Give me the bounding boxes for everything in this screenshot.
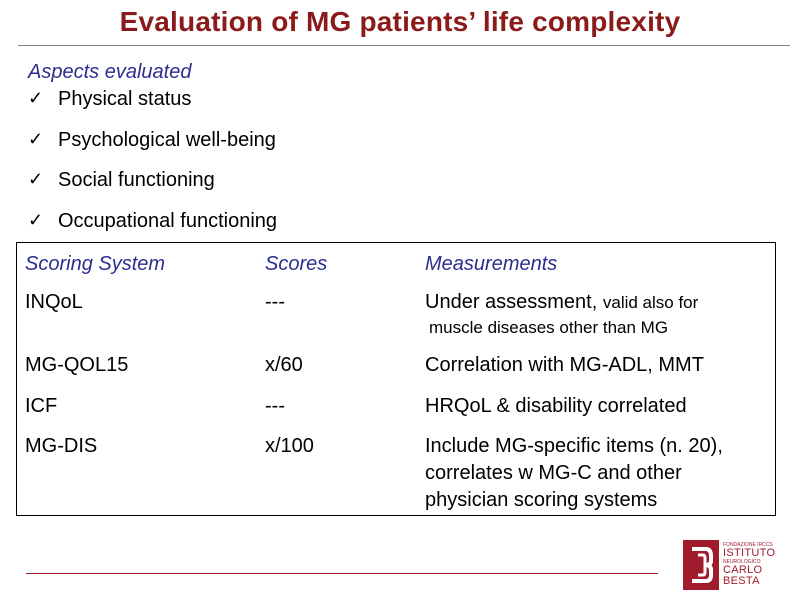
column-header: Scores (265, 253, 328, 275)
checkmark-icon: ✓ (28, 209, 44, 230)
list-item (28, 127, 277, 168)
table-cell (425, 289, 770, 340)
table-cell: ICF (25, 395, 58, 417)
institute-logo (683, 540, 788, 590)
measurement-text: Include MG-specific items (n. 20), (425, 435, 723, 457)
aspect-label: Social functioning (58, 169, 215, 191)
table-cell: x/60 (265, 354, 303, 376)
table-cell: --- (265, 291, 285, 313)
checkmark-icon: ✓ (28, 88, 44, 108)
list-item (28, 86, 277, 127)
column-header: Measurements (425, 253, 558, 275)
table-cell: INQoL (25, 291, 83, 313)
measurement-text: physician scoring systems (425, 489, 658, 511)
aspects-heading: Aspects evaluated (28, 61, 192, 83)
table-cell: HRQoL & disability correlated (425, 395, 687, 417)
table-cell (425, 433, 770, 514)
table-cell: MG-QOL15 (25, 354, 129, 376)
measurement-text: muscle diseases other than MG (429, 318, 669, 337)
aspect-label: Physical status (58, 88, 192, 110)
logo-mark-icon (683, 540, 719, 590)
title-divider (18, 45, 790, 46)
logo-text: BESTA (723, 575, 760, 587)
logo-text: FONDAZIONE IRCCS (723, 542, 773, 548)
logo-text: CARLO (723, 564, 763, 576)
measurement-text: Under assessment, (425, 291, 598, 313)
measurement-text: correlates w MG-C and other (425, 462, 682, 484)
logo-text: ISTITUTO (723, 547, 776, 559)
column-header: Scoring System (25, 253, 166, 275)
table-cell: --- (265, 395, 285, 417)
logo-text: NEUROLOGICO (723, 559, 761, 565)
list-item (28, 167, 277, 208)
table-cell: x/100 (265, 435, 314, 457)
aspect-label: Psychological well-being (58, 128, 276, 151)
aspect-label: Occupational functioning (58, 209, 278, 232)
page-title: Evaluation of MG patients’ life complexity (119, 6, 681, 37)
footer-divider (26, 573, 658, 574)
scoring-table (16, 242, 776, 516)
table-cell: Correlation with MG-ADL, MMT (425, 354, 704, 376)
table-cell: MG-DIS (25, 435, 98, 457)
checkmark-icon: ✓ (28, 169, 44, 189)
checkmark-icon: ✓ (28, 128, 44, 149)
aspects-list (28, 86, 277, 248)
measurement-text: valid also for (602, 293, 699, 312)
